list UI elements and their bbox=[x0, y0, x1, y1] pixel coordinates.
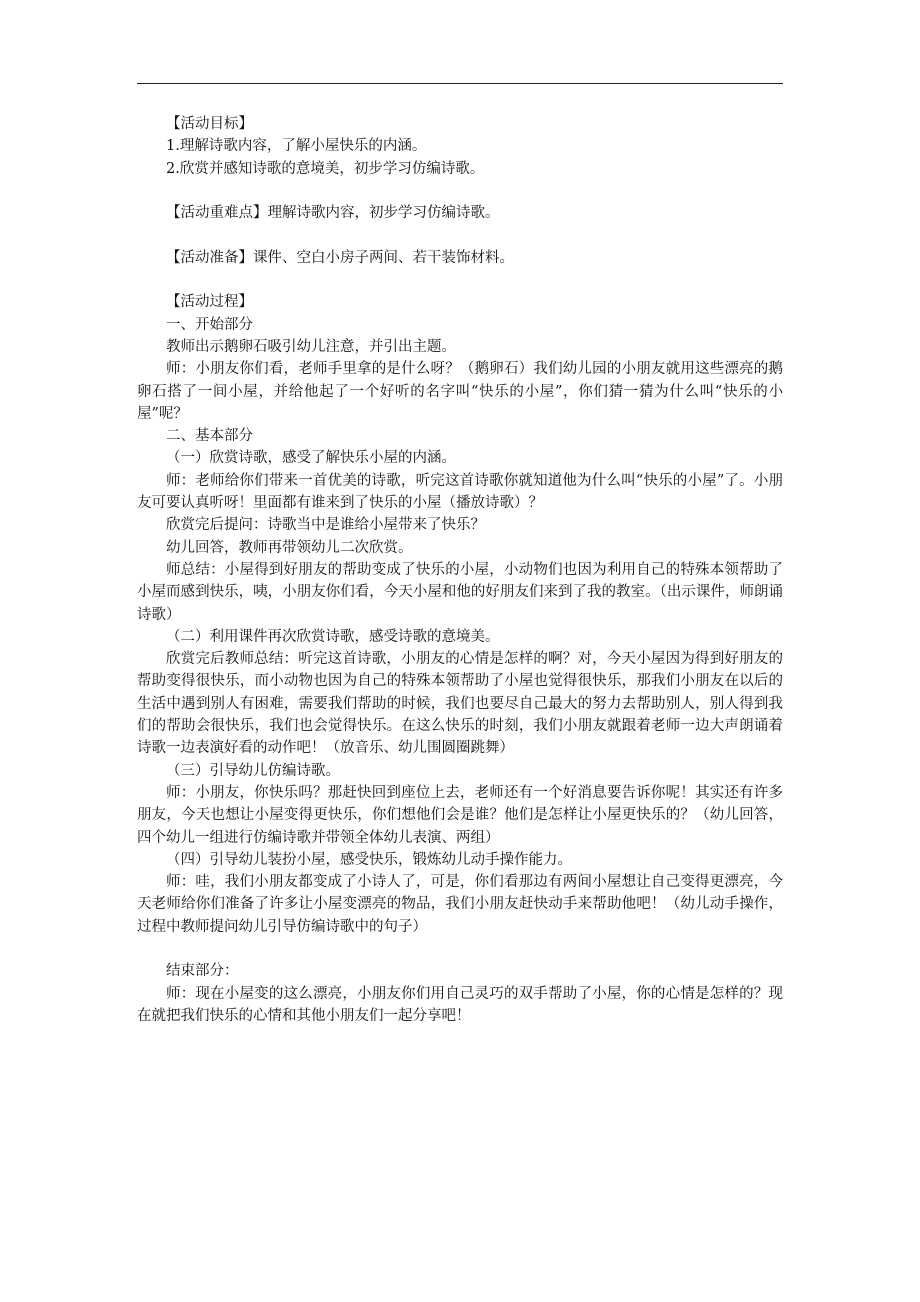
paragraph: 2.欣赏并感知诗歌的意境美，初步学习仿编诗歌。 bbox=[166, 160, 485, 177]
paragraph: 1.理解诗歌内容，了解小屋快乐的内涵。 bbox=[166, 138, 427, 155]
paragraph: （四）引导幼儿装扮小屋，感受快乐，锻炼幼儿动手操作能力。 bbox=[166, 851, 572, 868]
paragraph: （二）利用课件再次欣赏诗歌，感受诗歌的意境美。 bbox=[166, 628, 500, 645]
paragraph: 师：小朋友你们看，老师手里拿的是什么呀？（鹅卵石）我们幼儿园的小朋友就用这些漂亮的鹅卵石搭了一间小屋，并给他起了一个好听的名字叫“快乐的小屋”，你们猜一猜为什么叫“快乐的小屋”呢？ bbox=[137, 361, 783, 422]
paragraph: 欣赏完后提问：诗歌当中是谁给小屋带来了快乐？ bbox=[166, 517, 485, 534]
paragraph: 二、基本部分 bbox=[166, 428, 253, 445]
paragraph-gap bbox=[137, 180, 783, 202]
paragraph: 教师出示鹅卵石吸引幼儿注意，并引出主题。 bbox=[166, 338, 456, 355]
paragraph: 【活动目标】 bbox=[166, 116, 253, 132]
header-rule bbox=[137, 83, 783, 84]
paragraph: 师总结：小屋得到好朋友的帮助变成了快乐的小屋，小动物们也因为利用自己的特殊本领帮助了小屋而感到快乐，咦，小朋友你们看，今天小屋和他的好朋友们来到了我的教室。（出示课件，师朗诵诗歌） bbox=[137, 561, 783, 623]
paragraph: 幼儿回答，教师再带领幼儿二次欣赏。 bbox=[166, 539, 413, 556]
paragraph: 【活动过程】 bbox=[166, 294, 253, 311]
paragraph: 【活动准备】课件、空白小房子两间、若干装饰材料。 bbox=[166, 249, 514, 266]
paragraph: 结束部分： bbox=[166, 963, 239, 980]
document-body bbox=[137, 113, 783, 1027]
paragraph: （三）引导幼儿仿编诗歌。 bbox=[166, 762, 340, 779]
paragraph: （一）欣赏诗歌，感受了解快乐小屋的内涵。 bbox=[166, 450, 456, 467]
paragraph: 师：小朋友，你快乐吗？那赶快回到座位上去，老师还有一个好消息要告诉你呢！其实还有许多朋友，今天也想让小屋变得更快乐，你们想他们会是谁？他们是怎样让小屋更快乐的？（幼儿回答，四个幼儿一组进行仿编诗歌并带领全体幼儿表演、两组） bbox=[137, 784, 783, 846]
paragraph-gap bbox=[137, 269, 783, 291]
paragraph: 一、开始部分 bbox=[166, 316, 253, 333]
paragraph-gap bbox=[137, 224, 783, 246]
paragraph: 【活动重难点】理解诗歌内容，初步学习仿编诗歌。 bbox=[166, 205, 500, 222]
paragraph: 欣赏完后教师总结：听完这首诗歌，小朋友的心情是怎样的啊？对，今天小屋因为得到好朋友的帮助变得很快乐，而小动物也因为自己的特殊本领帮助了小屋也觉得很快乐，那我们小朋友在以后的生活中遇到别人有困难，需要我们帮助的时候，我们也要尽自己最大的努力去帮助别人，别人得到我们的帮助会很快乐，我们也会觉得快乐。在这么快乐的时刻，我们小朋友就跟着老师一边大声朗诵着诗歌一边表演好看的动作吧！（放音乐、幼儿围圆圈跳舞） bbox=[137, 651, 783, 757]
paragraph: 师：哇，我们小朋友都变成了小诗人了，可是，你们看那边有两间小屋想让自己变得更漂亮，今天老师给你们准备了许多让小屋变漂亮的物品，我们小朋友赶快动手来帮助他吧！（幼儿动手操作，过程中教师提问幼儿引导仿编诗歌中的句子） bbox=[137, 874, 783, 935]
paragraph: 师：老师给你们带来一首优美的诗歌，听完这首诗歌你就知道他为什么叫“快乐的小屋”了。小朋友可要认真听呀！里面都有谁来到了快乐的小屋（播放诗歌）？ bbox=[137, 472, 783, 512]
paragraph: 师：现在小屋变的这么漂亮，小朋友你们用自己灵巧的双手帮助了小屋，你的心情是怎样的？现在就把我们快乐的心情和其他小朋友们一起分享吧！ bbox=[137, 985, 783, 1024]
paragraph-gap bbox=[137, 938, 783, 960]
